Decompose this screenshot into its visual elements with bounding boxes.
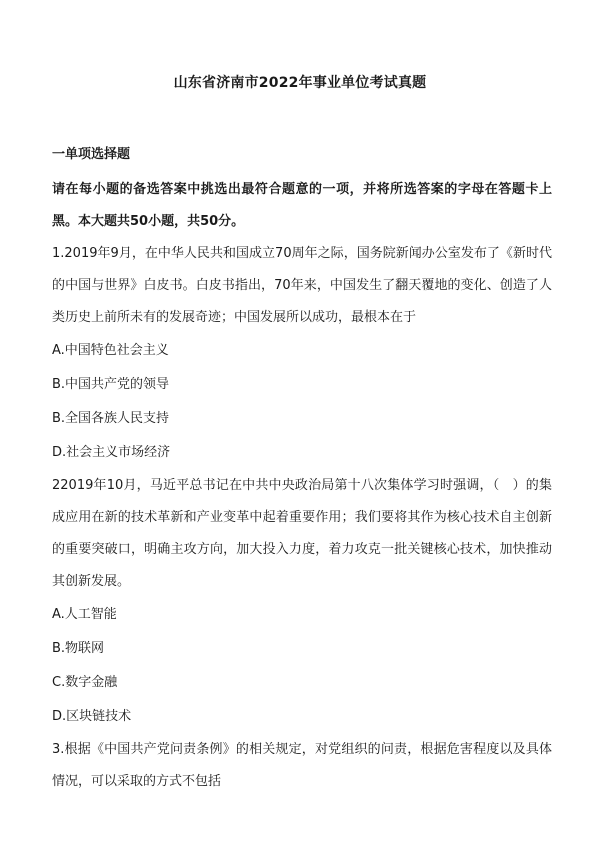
question-1-option-c: B.全国各族人民支持 (52, 411, 170, 426)
section-heading: 一单项选择题 (52, 147, 131, 162)
question-2-text: 22019年10月，马近平总书记在中共中央政治局第十八次集体学习时强调，（ ）的集成应用在新的技术革新和产业变革中起着重要作用；我们要将其作为核心技术自主创新的重要突破口，明确主攻方向，加大投入力度，着力攻克一批关键核心技术，加快推动其创新发展。 (52, 478, 552, 589)
question-1-option-b: B.中国共产党的领导 (52, 377, 170, 392)
question-2-option-b: B.物联网 (52, 641, 105, 656)
question-2-option-c: C.数字金融 (52, 675, 118, 690)
question-2-option-d: D.区块链技术 (52, 709, 132, 724)
question-1-option-d: D.社会主义市场经济 (52, 445, 171, 460)
question-3-text: 3.根据《中国共产党问责条例》的相关规定，对党组织的问责，根据危害程度以及具体情况，可以采取的方式不包括 (52, 742, 552, 789)
instruction-text: 请在每小题的备选答案中挑选出最符合题意的一项，并将所选答案的字母在答题卡上黑。本大题共50小题，共50分。 (52, 182, 552, 229)
document-body (52, 138, 552, 798)
question-1-option-a: A.中国特色社会主义 (52, 343, 169, 358)
question-2-option-a: A.人工智能 (52, 607, 117, 622)
question-1-text: 1.2019年9月，在中华人民共和国成立70周年之际，国务院新闻办公室发布了《新时代的中国与世界》白皮书。白皮书指出，70年来，中国发生了翻天覆地的变化、创造了人类历史上前所未有的发展奇迹；中国发展所以成功，最根本在于 (52, 246, 552, 325)
document-title: 山东省济南市2022年事业单位考试真题 (173, 75, 427, 91)
